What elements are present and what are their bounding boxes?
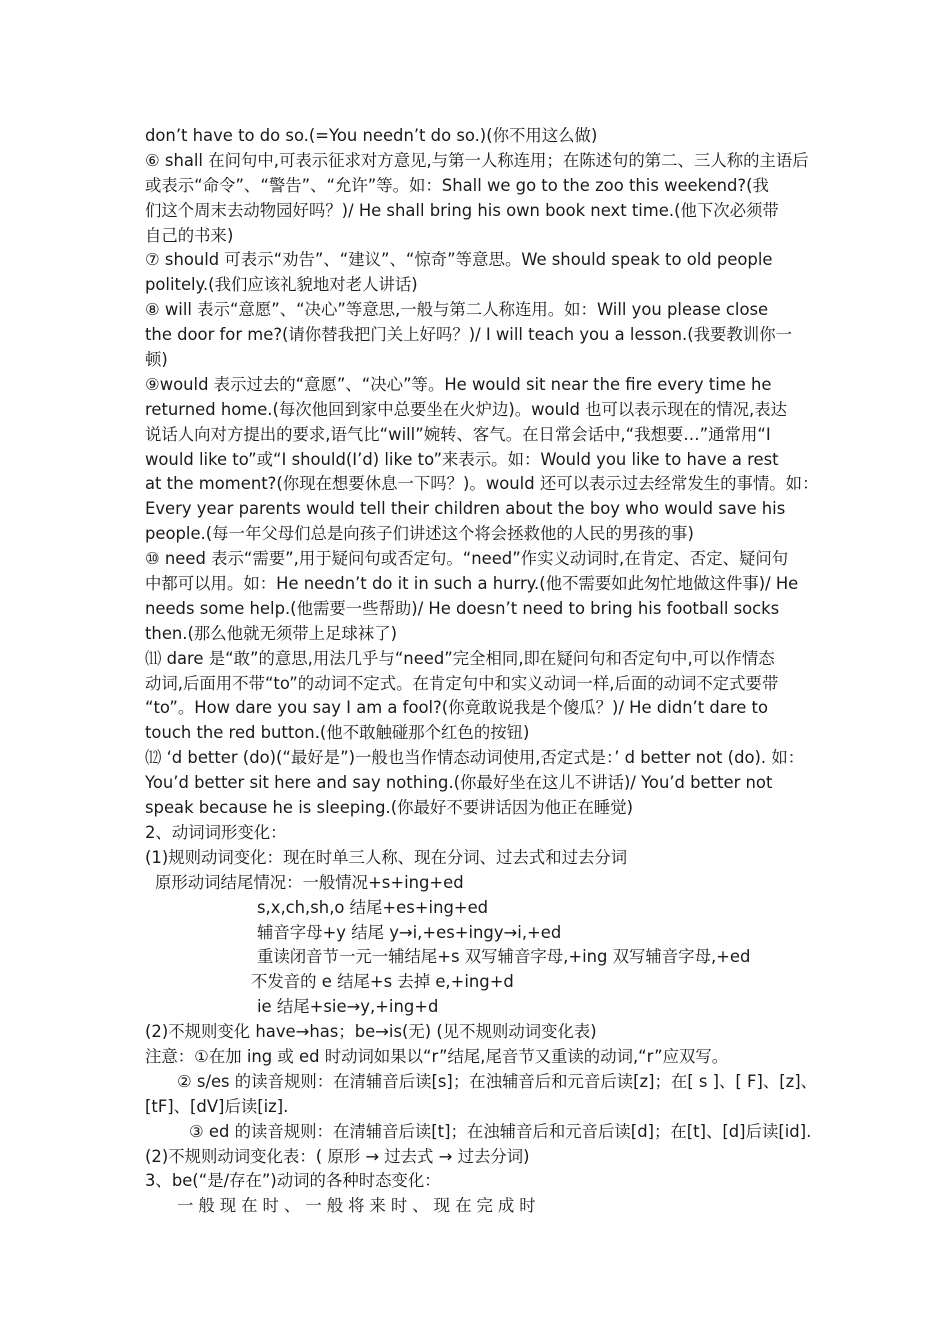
text-line: at the moment?(你现在想要休息一下吗？)。would 还可以表示过去经常发生的事情。如：: [145, 474, 819, 494]
tense-list: 一般现在时、一般将来时、现在完成时: [177, 1196, 541, 1216]
rule-line: 不发音的 e 结尾+s 去掉 e,+ing+d: [251, 972, 514, 992]
text-line: ⑧ will 表示“意愿”、“决心”等意思,一般与第二人称连用。如：Will you please close: [145, 300, 769, 320]
rule-line: s,x,ch,sh,o 结尾+es+ing+ed: [257, 897, 489, 917]
document-body: [145, 124, 819, 1219]
text-line: needs some help.(他需要一些帮助)/ He doesn’t need to bring his football socks: [145, 598, 780, 618]
note-line: ② s/es 的读音规则：在清辅音后读[s]；在浊辅音后和元音后读[z]；在[ s ]、[ F]、[z]、: [177, 1071, 818, 1091]
text-line: 们这个周末去动物园好吗？)/ He shall bring his own book next time.(他下次必须带: [145, 200, 779, 220]
text-line: would like to”或“I should(I’d) like to”来表示。如：Would you like to have a rest: [145, 449, 779, 469]
section-heading: 2、动词词形变化：: [145, 822, 287, 842]
text-line: Every year parents would tell their children about the boy who would save his: [145, 499, 786, 519]
text-line: 说话人向对方提出的要求,语气比“will”婉转、客气。在日常会话中,“我想要…”通常用“I: [145, 424, 771, 444]
text-line: 自己的书来): [145, 225, 234, 245]
text-line: 顿): [145, 350, 168, 370]
text-line: ⑥ shall 在问句中,可表示征求对方意见,与第一人称连用；在陈述句的第二、三人称的主语后: [145, 150, 809, 170]
rule-line: 原形动词结尾情况：一般情况+s+ing+ed: [155, 872, 464, 892]
note-line: ③ ed 的读音规则：在清辅音后读[t]；在浊辅音后和元音后读[d]；在[t]、[d]后读[id].: [189, 1121, 812, 1141]
text-line: ⑩ need 表示“需要”,用于疑问句或否定句。“need”作实义动词时,在肯定、否定、疑问句: [145, 549, 789, 569]
text-line: “to”。How dare you say I am a fool?(你竟敢说我是个傻瓜？)/ He didn’t dare to: [145, 698, 768, 718]
subsection-heading: (2)不规则动词变化表：( 原形 → 过去式 → 过去分词): [145, 1146, 530, 1166]
text-line: ⑿ ‘d better (do)(“最好是”)一般也当作情态动词使用,否定式是：’ d better not (do). 如：: [145, 748, 805, 768]
section-heading: 3、be(“是/存在”)动词的各种时态变化：: [145, 1171, 441, 1191]
rule-line: 重读闭音节一元一辅结尾+s 双写辅音字母,+ing 双写辅音字母,+ed: [257, 947, 751, 967]
rule-line: 辅音字母+y 结尾 y→i,+es+ingy→i,+ed: [257, 922, 562, 942]
note-line: 注意：①在加 ing 或 ed 时动词如果以“r”结尾,尾音节又重读的动词,“r”应双写。: [145, 1046, 729, 1066]
text-line: then.(那么他就无须带上足球袜了): [145, 623, 397, 643]
text-line: ⑾ dare 是“敢”的意思,用法几乎与“need”完全相同,即在疑问句和否定句中,可以作情态: [145, 648, 775, 668]
text-line: ⑨would 表示过去的“意愿”、“决心”等。He would sit near the fire every time he: [145, 374, 772, 394]
text-line: 动词,后面用不带“to”的动词不定式。在肯定句中和实义动词一样,后面的动词不定式要带: [145, 673, 779, 693]
text-line: don’t have to do so.(=You needn’t do so.)(你不用这么做): [145, 126, 598, 145]
text-line: politely.(我们应该礼貌地对老人讲话): [145, 275, 418, 295]
note-line: [tF]、[dV]后读[iz].: [145, 1096, 289, 1116]
text-line: ⑦ should 可表示“劝告”、“建议”、“惊奇”等意思。We should speak to old people: [145, 250, 773, 270]
text-line: touch the red button.(他不敢触碰那个红色的按钮): [145, 723, 530, 743]
text-line: returned home.(每次他回到家中总要坐在火炉边)。would 也可以表示现在的情况,表达: [145, 399, 788, 419]
text-line: 中都可以用。如：He needn’t do it in such a hurry.(他不需要如此匆忙地做这件事)/ He: [145, 574, 799, 594]
text-line: people.(每一年父母们总是向孩子们讲述这个将会拯救他的人民的男孩的事): [145, 524, 694, 544]
text-line: the door for me?(请你替我把门关上好吗？)/ I will teach you a lesson.(我要教训你一: [145, 325, 792, 345]
text-line: You’d better sit here and say nothing.(你最好坐在这儿不讲话)/ You’d better not: [145, 773, 773, 793]
text-line: speak because he is sleeping.(你最好不要讲话因为他正在睡觉): [145, 798, 634, 818]
rule-line: ie 结尾+sie→y,+ing+d: [257, 997, 439, 1017]
subsection-heading: (1)规则动词变化：现在时单三人称、现在分词、过去式和过去分词: [145, 847, 628, 867]
subsection-heading: (2)不规则变化 have→has；be→is(无) (见不规则动词变化表): [145, 1022, 597, 1042]
text-line: 或表示“命令”、“警告”、“允许”等。如：Shall we go to the zoo this weekend?(我: [145, 175, 769, 195]
